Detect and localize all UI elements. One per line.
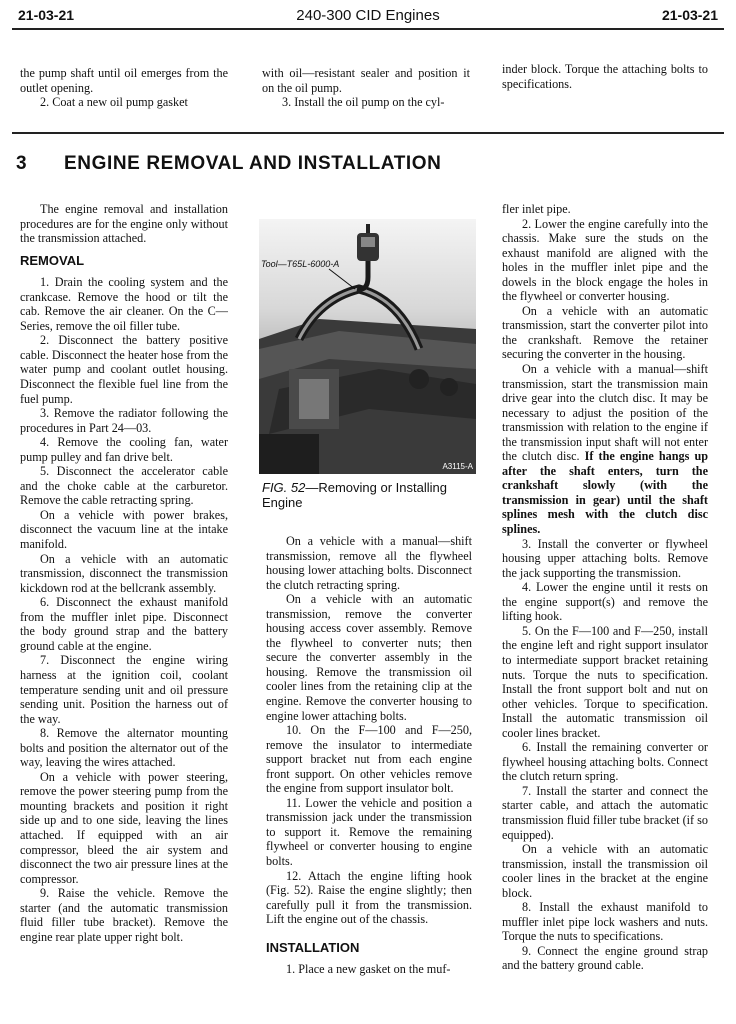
paragraph: On a vehicle with a manual—shift transmission, remove all the flywheel housing lower attaching bolts. Disconnect the clutch retracting spring.	[266, 534, 472, 592]
paragraph: 2. Disconnect the battery positive cable. Disconnect the heater hose from the water pump and coolant outlet housing. Disconnect the flexible fuel line from the fuel pump.	[20, 333, 228, 406]
removal-heading: REMOVAL	[20, 252, 85, 268]
engine-bolt	[440, 378, 458, 396]
section-heading	[16, 153, 442, 175]
paragraph: 7. Disconnect the engine wiring harness at the ignition coil, coolant temperature sending unit and oil pressure sending unit. Position the harness out of the way.	[20, 653, 228, 726]
carburetor-highlight	[299, 379, 329, 419]
engine-front	[259, 434, 319, 474]
paragraph: On a vehicle with an automatic transmission, remove the converter housing access cover assembly. Remove the flywheel to converter nuts; then secure the converter assembly in the housing. Remove the transmission oil cooler lines from the retaining clip at the engine. Remove the converter housing to engine lower attaching bolts.	[266, 592, 472, 723]
top-col-2	[262, 66, 470, 110]
paragraph: 3. Remove the radiator following the procedures in Part 24—03.	[20, 406, 228, 435]
intro-paragraph: The engine removal and installation procedures are for the engine only without the transmission attached.	[20, 202, 228, 246]
paragraph: 12. Attach the engine lifting hook (Fig. 52). Raise the engine slightly; then carefully pull it from the transmission. Lift the engine out of the chassis.	[266, 868, 472, 927]
figure-number: FIG. 52	[262, 480, 306, 495]
paragraph: 7. Install the starter and connect the starter cable, and attach the automatic transmission fluid filler tube bracket (if so equipped).	[502, 783, 708, 842]
paragraph: 5. On the F—100 and F—250, install the engine left and right support insulator to intermediate support bracket retaining nuts. Torque the nuts to specification. Install the front support bolt and nut on other vehicles. Torque to specification. Install the automatic transmission oil cooler lines bracket.	[502, 623, 708, 740]
column-3	[502, 202, 708, 973]
page-number-right: 21-03-21	[661, 7, 718, 23]
figure-ref: A3115-A	[442, 462, 473, 471]
paragraph: inder block. Torque the attaching bolts to specifications.	[502, 62, 708, 91]
paragraph: 4. Lower the engine until it rests on the engine support(s) and remove the lifting hook.	[502, 580, 708, 624]
paragraph: fler inlet pipe.	[502, 202, 571, 216]
section-title: ENGINE REMOVAL AND INSTALLATION	[64, 153, 442, 174]
engine-photo	[259, 219, 476, 474]
paragraph: the pump shaft until oil emerges from the outlet opening.	[20, 66, 228, 95]
column-1	[20, 202, 228, 944]
paragraph: 9. Raise the vehicle. Remove the starter (and the automatic transmission fluid filler tube bracket). Remove the engine rear plate upper right bolt.	[20, 886, 228, 944]
paragraph: 3. Install the converter or flywheel housing upper attaching bolts. Remove the jack supporting the transmission.	[502, 536, 708, 580]
figure-engine-lifting	[259, 219, 476, 474]
paragraph: 3. Install the oil pump on the cyl-	[282, 95, 445, 110]
paragraph: 4. Remove the cooling fan, water pump pulley and fan drive belt.	[20, 435, 228, 464]
paragraph: 2. Coat a new oil pump gasket	[40, 95, 188, 110]
section-number: 3	[16, 153, 28, 174]
paragraph: 8. Install the exhaust manifold to muffler inlet pipe lock washers and nuts. Torque the nuts to specifications.	[502, 900, 708, 944]
figure-caption	[262, 480, 480, 510]
paragraph: 8. Remove the alternator mounting bolts and position the alternator out of the way, leaving the wires attached.	[20, 726, 228, 770]
paragraph: 6. Disconnect the exhaust manifold from the muffler inlet pipe. Disconnect the body ground strap and the battery ground cable at the engine.	[20, 595, 228, 653]
paragraph: 5. Disconnect the accelerator cable and the choke cable at the carburetor. Remove the cable retracting spring.	[20, 464, 228, 508]
engine-bolt	[409, 369, 429, 389]
paragraph: 10. On the F—100 and F—250, remove the insulator to intermediate support bracket nut from each engine front support. On other vehicles remove the engine from support insulator bolt.	[266, 723, 472, 796]
paragraph: 9. Connect the engine ground strap and the battery ground cable.	[502, 943, 708, 973]
column-2	[266, 534, 472, 977]
paragraph: On a vehicle with power brakes, disconnect the vacuum line at the intake manifold.	[20, 507, 228, 552]
paragraph: 2. Lower the engine carefully into the chassis. Make sure the studs on the exhaust manifold are aligned with the holes in the muffler inlet pipe and the dowels in the block engage the holes in the flywheel or converter housing.	[502, 216, 708, 304]
paragraph: On a vehicle with power steering, remove the power steering pump from the mounting brackets and position it right side up and to one side, leaving the lines attached. If equipped with an air compressor, bleed the air system and disconnect the two air pressure lines at the compressor.	[20, 769, 228, 886]
paragraph: On a vehicle with an automatic transmission, install the transmission oil cooler lines in the bracket at the engine block.	[502, 842, 708, 900]
paragraph: 1. Drain the cooling system and the crankcase. Remove the hood or tilt the cab. Remove the air cleaner. On the C—Series, remove the oil filler tube.	[20, 275, 228, 333]
hoist-block-label	[361, 237, 375, 247]
tool-label: Tool—T65L-6000-A	[261, 259, 340, 269]
paragraph: On a vehicle with an automatic transmission, disconnect the transmission kickdown rod at the bellcrank assembly.	[20, 551, 228, 595]
header-rule	[12, 28, 724, 30]
top-col-1	[20, 66, 228, 110]
paragraph: with oil—resistant sealer and position it on the oil pump.	[262, 66, 470, 95]
running-title: 240-300 CID Engines	[296, 7, 440, 24]
paragraph: 11. Lower the vehicle and position a transmission jack under the transmission to support it. Remove the remaining flywheel or converter housing to engine bolts.	[266, 795, 472, 869]
page-number-left: 21-03-21	[18, 7, 75, 23]
figure-caption-text: —Removing or Installing Engine	[262, 480, 447, 510]
paragraph: On a vehicle with an automatic transmission, start the converter pilot into the crankshaft. Remove the retainer securing the converter in the housing.	[502, 303, 708, 362]
section-rule	[12, 132, 724, 134]
installation-heading: INSTALLATION	[266, 939, 360, 955]
paragraph: 1. Place a new gasket on the muf-	[286, 962, 451, 977]
manual-shift-text: On a vehicle with a manual—shift transmission, start the transmission main drive gear into the clutch disc. It may be necessary to adjust the position of the transmission with relation to the engine if the transmission input shaft will not enter the clutch disc.	[502, 362, 708, 464]
top-col-3	[502, 62, 708, 91]
page-header	[18, 7, 718, 27]
manual-shift-warning: If the engine hangs up after the shaft enters, turn the crankshaft slowly (with the transmission in gear) until the shaft splines mesh with the clutch disc splines.	[502, 449, 708, 537]
paragraph-manual-shift	[502, 362, 708, 537]
paragraph: 6. Install the remaining converter or flywheel housing attaching bolts. Connect the clutch return spring.	[502, 740, 708, 784]
